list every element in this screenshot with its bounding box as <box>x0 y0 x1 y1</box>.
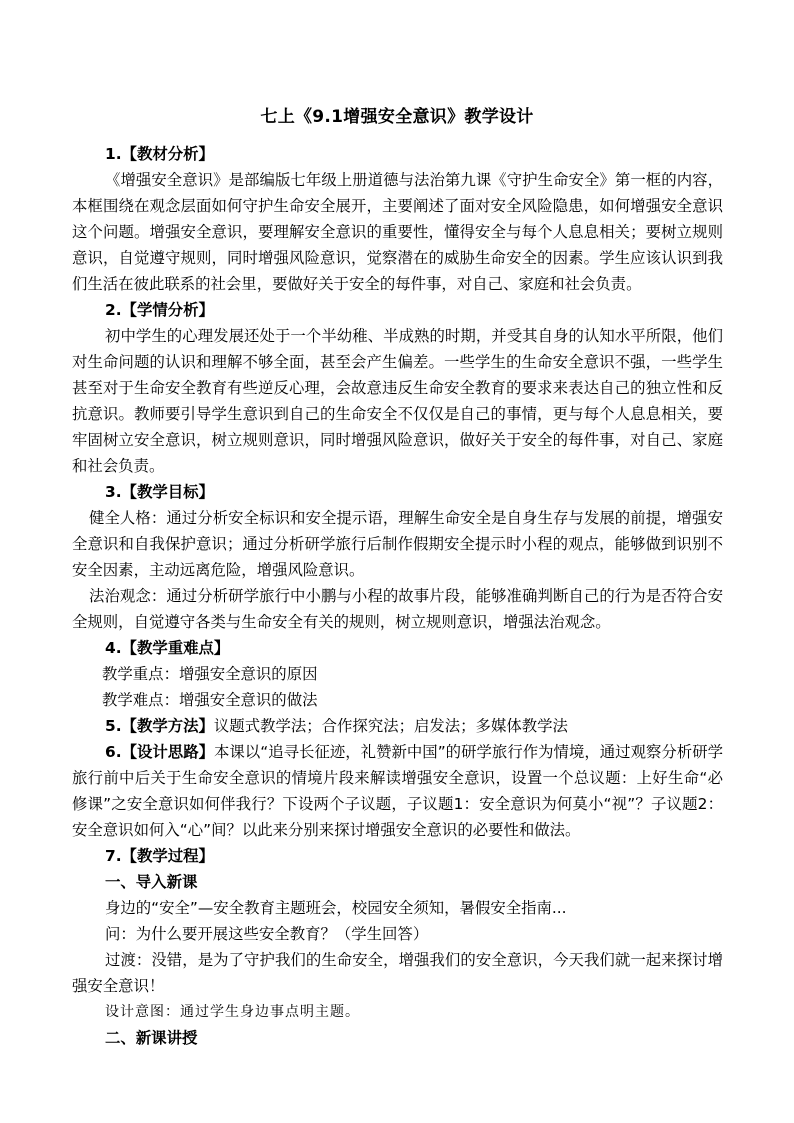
paragraph-intro-safety: 身边的“安全”—安全教育主题班会，校园安全须知，暑假安全指南... <box>105 899 567 917</box>
paragraph-teaching-methods <box>72 713 723 739</box>
section-heading-textbook-analysis: 1.【教材分析】 <box>105 145 214 163</box>
section-heading-teaching-goals: 3.【教学目标】 <box>105 483 214 501</box>
paragraph-difficult-point: 教学难点：增强安全意识的做法 <box>102 691 318 709</box>
section-heading-student-analysis: 2.【学情分析】 <box>105 301 214 319</box>
section-heading-design-idea: 6.【设计思路】 <box>105 743 215 761</box>
paragraph-design-idea <box>72 739 723 843</box>
section-heading-teaching-methods: 5.【教学方法】 <box>105 717 214 735</box>
teaching-methods-text: 议题式教学法；合作探究法；启发法；多媒体教学法 <box>213 717 568 735</box>
paragraph-intro-question: 问：为什么要开展这些安全教育？（学生回答） <box>105 925 429 943</box>
paragraph-textbook-analysis: 《增强安全意识》是部编版七年级上册道德与法治第九课《守护生命安全》第一框的内容，本框围绕在观念层面如何守护生命安全展开，主要阐述了面对安全风险隐患，如何增强安全意识这个问题。增强安全意识，要理解安全意识的重要性，懂得安全与每个人息息相关；要树立规则意识，自觉遵守规则，同时增强风险意识，觉察潜在的威胁生命安全的因素。学生应该认识到我们生活在彼此联系的社会里，要做好关于安全的每件事，对自己、家庭和社会负责。 <box>72 171 723 293</box>
paragraph-student-analysis: 初中学生的心理发展还处于一个半幼稚、半成熟的时期，并受其自身的认知水平所限，他们对生命问题的认识和理解不够全面，甚至会产生偏差。一些学生的生命安全意识不强，一些学生甚至对于生命安全教育有些逆反心理，会故意违反生命安全教育的要求来表达自己的独立性和反抗意识。教师要引导学生意识到自己的生命安全不仅仅是自己的事情，更与每个人息息相关，要牢固树立安全意识，树立规则意识，同时增强风险意识，做好关于安全的每件事，对自己、家庭和社会负责。 <box>72 327 723 475</box>
section-heading-key-difficult-points: 4.【教学重难点】 <box>105 639 230 657</box>
paragraph-goal-personality: 健全人格：通过分析安全标识和安全提示语，理解生命安全是自身生存与发展的前提，增强安全意识和自我保护意识；通过分析研学旅行后制作假期安全提示时小程的观点，能够做到识别不安全因素，主动远离危险，增强风险意识。 <box>72 509 723 579</box>
design-idea-text: 本课以“追寻长征迹，礼赞新中国”的研学旅行作为情境，通过观察分析研学旅行前中后关于生命安全意识的情境片段来解读增强安全意识，设置一个总议题：上好生命“必修课”之安全意识如何伴我行？下设两个子议题，子议题1：安全意识为何莫小“视”？子议题2：安全意识如何入“心”间？以此来分别来探讨增强安全意识的必要性和做法。 <box>72 743 723 839</box>
section-heading-teaching-process: 7.【教学过程】 <box>105 847 214 865</box>
document-title: 七上《9.1增强安全意识》教学设计 <box>260 107 534 127</box>
paragraph-intro-transition: 过渡：没错，是为了守护我们的生命安全，增强我们的安全意识，今天我们就一起来探讨增强安全意识！ <box>72 951 723 995</box>
subheading-new-lesson: 二、新课讲授 <box>105 1029 198 1047</box>
paragraph-key-point: 教学重点：增强安全意识的原因 <box>102 665 318 683</box>
document-body <box>72 141 723 1051</box>
paragraph-goal-law: 法治观念：通过分析研学旅行中小鹏与小程的故事片段，能够准确判断自己的行为是否符合安全规则，自觉遵守各类与生命安全有关的规则，树立规则意识，增强法治观念。 <box>72 587 723 631</box>
subheading-introduction: 一、导入新课 <box>105 873 198 891</box>
design-intent-note: 设计意图：通过学生身边事点明主题。 <box>105 1004 360 1020</box>
